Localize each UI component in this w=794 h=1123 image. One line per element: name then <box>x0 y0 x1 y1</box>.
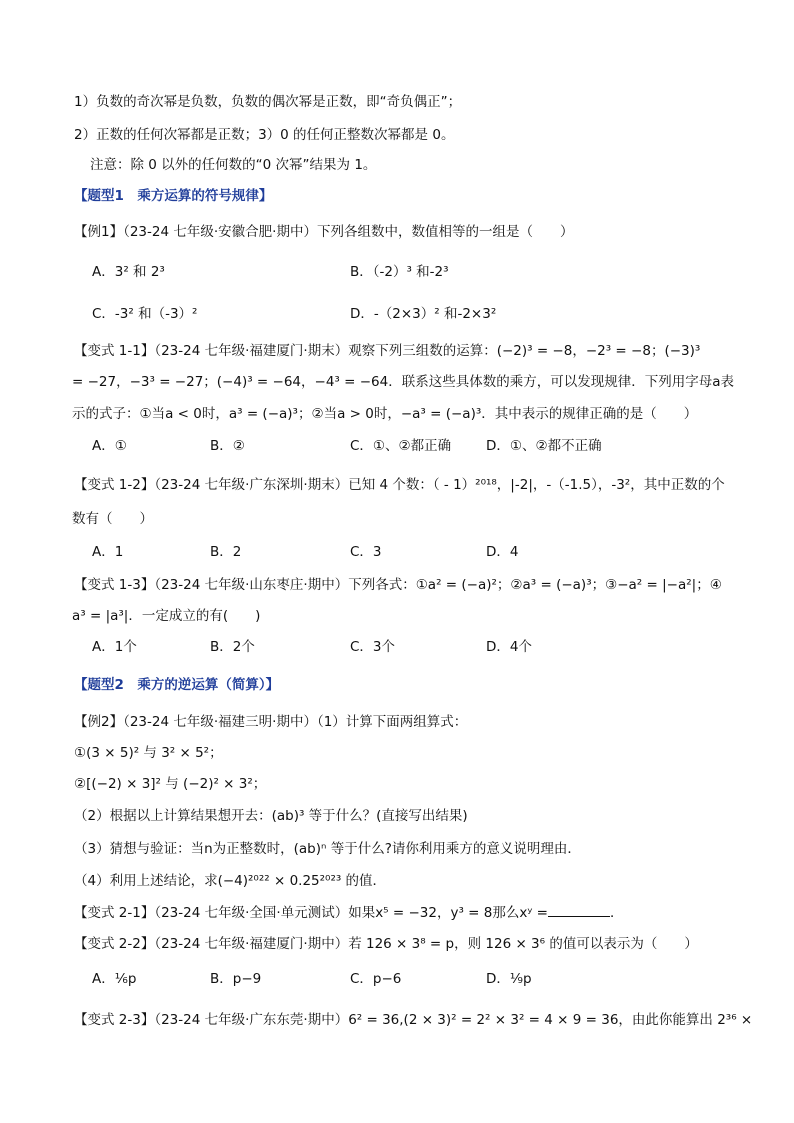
example-1-option-c: C．-3² 和（-3）² <box>92 306 198 322</box>
example-2-part-2: （2）根据以上计算结果想开去：(ab)³ 等于什么？(直接写出结果) <box>74 808 468 824</box>
variant-1-3-option-a: A．1个 <box>92 639 137 655</box>
section-heading-2: 【题型2 乘方的逆运算（简算）】 <box>74 677 280 693</box>
variant-1-2-line-2: 数有（ ） <box>72 511 153 527</box>
variant-2-1 <box>74 902 623 923</box>
variant-1-3-line-1: 【变式 1-3】（23-24 七年级·山东枣庄·期中）下列各式：①a² = (−a)²；②a³ = (−a)³；③−a² = |−a²|；④ <box>74 577 722 593</box>
variant-1-2-option-a: A．1 <box>92 544 124 560</box>
variant-1-1-option-c: C．①、②都正确 <box>350 438 452 454</box>
variant-1-1-option-d: D．①、②都不正确 <box>486 438 602 454</box>
example-2-part-3: （3）猜想与验证：当n为正整数时，(ab)ⁿ 等于什么?请你利用乘方的意义说明理由． <box>74 841 581 857</box>
variant-2-2-option-a: A．¹⁄₆p <box>92 971 137 987</box>
variant-2-3-line-1: 【变式 2-3】（23-24 七年级·广东东莞·期中）6² = 36,(2 × 3)² = 2² × 3² = 4 × 9 = 36，由此你能算出 2³⁶ × <box>74 1012 753 1028</box>
example-2-item-1: ①(3 × 5)² 与 3² × 5²； <box>74 745 223 761</box>
variant-2-1-end: ． <box>609 905 624 921</box>
example-1-option-d: D．-（2×3）² 和-2×3² <box>350 306 497 322</box>
variant-2-2-option-b: B．p−9 <box>210 971 262 987</box>
variant-1-1-line-3: 示的式子：①当a < 0时，a³ = (−a)³；②当a > 0时，−a³ = (−a)³．其中表示的规律正确的是（ ） <box>72 406 698 422</box>
example-2-item-2: ②[(−2) × 3]² 与 (−2)² × 3²； <box>74 776 267 792</box>
variant-1-1-option-a: A．① <box>92 438 127 454</box>
variant-1-3-option-d: D．4个 <box>486 639 532 655</box>
answer-blank[interactable] <box>548 902 610 917</box>
rule-odd-even-power: 1）负数的奇次幂是负数，负数的偶次幂是正数，即“奇负偶正”； <box>74 94 462 110</box>
variant-2-2-stem: 【变式 2-2】（23-24 七年级·福建厦门·期中）若 126 × 3⁸ = p，则 126 × 3⁶ 的值可以表示为（ ） <box>74 936 698 952</box>
variant-2-1-text: 【变式 2-1】（23-24 七年级·全国·单元测试）如果x⁵ = −32，y³ = 8那么xʸ = <box>74 905 548 921</box>
example-2-stem: 【例2】（23-24 七年级·福建三明·期中）（1）计算下面两组算式： <box>74 714 468 730</box>
note-zero-exponent: 注意：除 0 以外的任何数的“0 次幂”结果为 1。 <box>90 157 377 173</box>
variant-1-3-line-2: a³ = |a³|．一定成立的有( ) <box>72 608 261 624</box>
example-1-option-b: B．（-2）³ 和-2³ <box>350 264 449 280</box>
variant-1-1-line-1: 【变式 1-1】（23-24 七年级·福建厦门·期末）观察下列三组数的运算：(−2)³ = −8，−2³ = −8；(−3)³ <box>74 343 701 359</box>
variant-1-3-option-b: B．2个 <box>210 639 255 655</box>
variant-1-1-option-b: B．② <box>210 438 245 454</box>
variant-2-2-option-d: D．¹⁄₉p <box>486 971 532 987</box>
section-heading-1: 【题型1 乘方运算的符号规律】 <box>74 188 273 204</box>
variant-2-2-option-c: C．p−6 <box>350 971 402 987</box>
variant-1-3-option-c: C．3个 <box>350 639 396 655</box>
variant-1-2-option-b: B．2 <box>210 544 242 560</box>
example-2-part-4: （4）利用上述结论，求(−4)²⁰²² × 0.25²⁰²³ 的值． <box>74 873 387 889</box>
example-1-option-a: A．3² 和 2³ <box>92 264 165 280</box>
example-1-stem: 【例1】（23-24 七年级·安徽合肥·期中）下列各组数中，数值相等的一组是（ ） <box>74 224 574 240</box>
variant-1-2-option-c: C．3 <box>350 544 382 560</box>
variant-1-2-option-d: D．4 <box>486 544 519 560</box>
variant-1-1-line-2: = −27，−3³ = −27；(−4)³ = −64，−4³ = −64．联系这些具体数的乘方，可以发现规律．下列用字母a表 <box>72 374 734 390</box>
variant-1-2-line-1: 【变式 1-2】（23-24 七年级·广东深圳·期末）已知 4 个数：（ - 1）²⁰¹⁸，|-2|，-（-1.5），-3²，其中正数的个 <box>74 477 725 493</box>
rule-positive-zero-power: 2）正数的任何次幂都是正数；3）0 的任何正整数次幂都是 0。 <box>74 127 455 143</box>
